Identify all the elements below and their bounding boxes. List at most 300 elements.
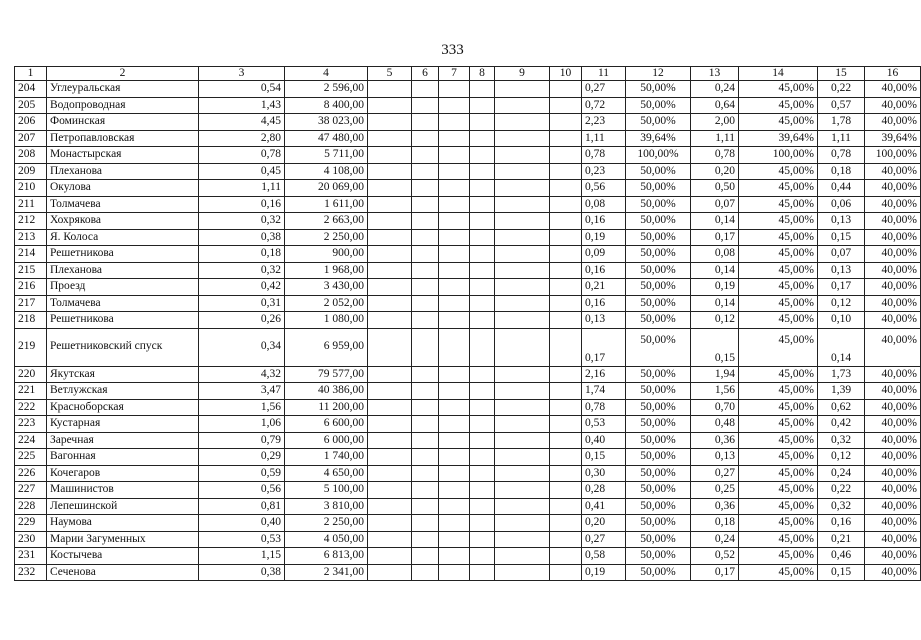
table-cell: 0,15 (818, 229, 865, 246)
table-cell: 0,21 (818, 531, 865, 548)
table-cell (470, 416, 495, 433)
table-row (15, 196, 921, 213)
table-cell: 0,08 (582, 196, 626, 213)
table-cell (495, 498, 550, 515)
table-row (15, 213, 921, 230)
table-cell: 50,00% (626, 449, 691, 466)
column-header: 3 (199, 67, 285, 81)
table-cell (495, 465, 550, 482)
table-cell: 0,13 (818, 213, 865, 230)
table-cell (495, 180, 550, 197)
table-cell: 2,23 (582, 114, 626, 131)
table-cell: 0,15 (691, 328, 739, 366)
table-cell: 40,00% (865, 383, 921, 400)
table-cell: 228 (15, 498, 47, 515)
table-cell (368, 548, 412, 565)
table-cell: 50,00% (626, 515, 691, 532)
table-cell: 0,24 (691, 81, 739, 98)
table-cell (550, 366, 582, 383)
table-cell: 0,13 (691, 449, 739, 466)
table-cell: 45,00% (739, 246, 818, 263)
table-cell: 2 250,00 (285, 229, 368, 246)
table-cell (550, 180, 582, 197)
table-cell (470, 548, 495, 565)
table-row (15, 498, 921, 515)
table-cell: 45,00% (739, 432, 818, 449)
table-cell: 0,19 (582, 564, 626, 581)
table-cell (470, 97, 495, 114)
table-cell: 0,07 (818, 246, 865, 263)
table-cell: 45,00% (739, 114, 818, 131)
table-cell: 45,00% (739, 482, 818, 499)
table-cell (470, 515, 495, 532)
table-cell (550, 515, 582, 532)
table-cell (470, 147, 495, 164)
table-cell: 40,00% (865, 180, 921, 197)
table-cell (550, 498, 582, 515)
table-cell: 0,07 (691, 196, 739, 213)
table-cell (495, 114, 550, 131)
table-cell: 50,00% (626, 180, 691, 197)
table-cell (368, 114, 412, 131)
table-row (15, 97, 921, 114)
table-cell: 39,64% (739, 130, 818, 147)
table-cell (470, 328, 495, 366)
table-cell: Заречная (47, 432, 199, 449)
table-cell (439, 312, 470, 329)
table-cell: 0,12 (691, 312, 739, 329)
table-cell: 45,00% (739, 312, 818, 329)
table-cell: 0,16 (582, 295, 626, 312)
table-cell (470, 246, 495, 263)
table-cell (368, 465, 412, 482)
table-cell (368, 130, 412, 147)
table-cell (439, 147, 470, 164)
table-cell: 4 050,00 (285, 531, 368, 548)
table-cell (368, 531, 412, 548)
table-cell: 0,53 (582, 416, 626, 433)
table-cell (495, 432, 550, 449)
table-cell: 40,00% (865, 366, 921, 383)
table-cell: 0,09 (582, 246, 626, 263)
table-cell: 2 663,00 (285, 213, 368, 230)
table-cell: 40,00% (865, 279, 921, 296)
table-cell (470, 564, 495, 581)
table-cell (412, 295, 439, 312)
table-cell: Проезд (47, 279, 199, 296)
table-cell: 4 108,00 (285, 163, 368, 180)
table-cell (368, 498, 412, 515)
table-cell: 0,62 (818, 399, 865, 416)
table-cell: 205 (15, 97, 47, 114)
table-cell: 0,32 (818, 498, 865, 515)
table-cell (439, 328, 470, 366)
table-cell: 50,00% (626, 531, 691, 548)
table-cell: 45,00% (739, 229, 818, 246)
table-cell: 0,28 (582, 482, 626, 499)
table-cell (368, 432, 412, 449)
column-header: 7 (439, 67, 470, 81)
table-cell: Решетникова (47, 312, 199, 329)
table-cell (368, 482, 412, 499)
table-cell: 40,00% (865, 196, 921, 213)
table-cell: 45,00% (739, 531, 818, 548)
column-header: 8 (470, 67, 495, 81)
table-cell: 50,00% (626, 416, 691, 433)
table-cell: 0,56 (199, 482, 285, 499)
table-row (15, 531, 921, 548)
table-cell: 232 (15, 564, 47, 581)
table-cell: 6 600,00 (285, 416, 368, 433)
table-cell: 1 968,00 (285, 262, 368, 279)
table-cell: 0,72 (582, 97, 626, 114)
table-cell: 0,58 (582, 548, 626, 565)
table-cell (368, 449, 412, 466)
table-cell: 45,00% (739, 163, 818, 180)
table-cell: 40,00% (865, 229, 921, 246)
table-cell (470, 295, 495, 312)
table-cell: 6 813,00 (285, 548, 368, 565)
table-cell: Костычева (47, 548, 199, 565)
table-cell: Решетникова (47, 246, 199, 263)
table-cell: 50,00% (626, 328, 691, 366)
table-cell (550, 196, 582, 213)
table-cell: 223 (15, 416, 47, 433)
table-cell: 50,00% (626, 548, 691, 565)
table-cell: 45,00% (739, 262, 818, 279)
table-row (15, 130, 921, 147)
table-cell (439, 548, 470, 565)
table-row (15, 163, 921, 180)
table-cell (495, 213, 550, 230)
table-cell: 0,78 (582, 399, 626, 416)
table-cell (439, 97, 470, 114)
table-row (15, 312, 921, 329)
table-cell: 45,00% (739, 328, 818, 366)
table-cell: 0,54 (199, 81, 285, 98)
table-cell: 0,20 (582, 515, 626, 532)
table-cell: 216 (15, 279, 47, 296)
table-cell: 0,27 (582, 531, 626, 548)
table-cell (550, 465, 582, 482)
table-cell (439, 229, 470, 246)
table-cell: 50,00% (626, 432, 691, 449)
table-cell: 2 596,00 (285, 81, 368, 98)
table-cell: 220 (15, 366, 47, 383)
table-cell: 45,00% (739, 180, 818, 197)
table-cell: Кустарная (47, 416, 199, 433)
column-header: 6 (412, 67, 439, 81)
table-cell: 0,15 (582, 449, 626, 466)
table-row (15, 229, 921, 246)
table-cell: 40,00% (865, 97, 921, 114)
table-cell: 45,00% (739, 515, 818, 532)
table-cell: 50,00% (626, 366, 691, 383)
table-cell: 0,16 (582, 213, 626, 230)
table-cell: Кочегаров (47, 465, 199, 482)
table-cell (439, 295, 470, 312)
table-cell: 40,00% (865, 81, 921, 98)
table-cell: 0,79 (199, 432, 285, 449)
table-cell: Углеуральская (47, 81, 199, 98)
table-cell: 225 (15, 449, 47, 466)
table-cell: 0,30 (582, 465, 626, 482)
table-cell (439, 465, 470, 482)
column-header: 15 (818, 67, 865, 81)
table-cell (439, 432, 470, 449)
table-cell (439, 213, 470, 230)
table-cell: 50,00% (626, 399, 691, 416)
table-cell: Плеханова (47, 262, 199, 279)
table-cell: 2 341,00 (285, 564, 368, 581)
table-cell (368, 279, 412, 296)
column-header: 2 (47, 67, 199, 81)
table-cell: 0,20 (691, 163, 739, 180)
table-cell: 45,00% (739, 366, 818, 383)
table-cell: 50,00% (626, 279, 691, 296)
table-cell: 0,32 (818, 432, 865, 449)
table-cell: 40,00% (865, 246, 921, 263)
table-cell (412, 81, 439, 98)
table-cell: 0,64 (691, 97, 739, 114)
table-cell: 0,21 (582, 279, 626, 296)
table-cell (439, 416, 470, 433)
table-cell: 50,00% (626, 564, 691, 581)
table-cell (550, 383, 582, 400)
table-cell: 50,00% (626, 213, 691, 230)
table-cell (412, 515, 439, 532)
table-cell: 47 480,00 (285, 130, 368, 147)
table-cell: 0,50 (691, 180, 739, 197)
header-row (15, 67, 921, 81)
table-cell: 0,16 (818, 515, 865, 532)
table-cell (412, 196, 439, 213)
table-cell: 45,00% (739, 97, 818, 114)
table-cell: 0,36 (691, 498, 739, 515)
table-cell: 0,08 (691, 246, 739, 263)
table-cell (495, 383, 550, 400)
table-cell: 0,36 (691, 432, 739, 449)
table-cell: Монастырская (47, 147, 199, 164)
table-cell: 215 (15, 262, 47, 279)
table-cell: 0,14 (691, 262, 739, 279)
table-cell (412, 328, 439, 366)
table-cell: 214 (15, 246, 47, 263)
table-cell: 50,00% (626, 465, 691, 482)
table-cell: 0,38 (199, 229, 285, 246)
table-cell (495, 399, 550, 416)
table-cell: 45,00% (739, 416, 818, 433)
table-cell: Якутская (47, 366, 199, 383)
table-cell: 2 052,00 (285, 295, 368, 312)
table-cell: 0,23 (582, 163, 626, 180)
table-cell: 204 (15, 81, 47, 98)
table-cell (368, 81, 412, 98)
table-cell (368, 295, 412, 312)
table-cell (368, 213, 412, 230)
table-cell: 1,11 (691, 130, 739, 147)
column-header: 16 (865, 67, 921, 81)
data-table (14, 66, 921, 581)
table-cell: 40,00% (865, 213, 921, 230)
table-cell: 0,32 (199, 213, 285, 230)
table-cell: 50,00% (626, 246, 691, 263)
column-header: 4 (285, 67, 368, 81)
table-cell: 0,78 (582, 147, 626, 164)
table-cell: 0,45 (199, 163, 285, 180)
table-row (15, 366, 921, 383)
table-cell (412, 498, 439, 515)
table-cell (412, 312, 439, 329)
table-cell: 0,29 (199, 449, 285, 466)
table-cell: 0,17 (691, 229, 739, 246)
table-cell (439, 196, 470, 213)
table-cell: 38 023,00 (285, 114, 368, 131)
table-cell (439, 279, 470, 296)
table-cell (495, 229, 550, 246)
table-cell (412, 262, 439, 279)
column-header: 9 (495, 67, 550, 81)
table-cell: Плеханова (47, 163, 199, 180)
table-cell (412, 114, 439, 131)
table-cell (550, 262, 582, 279)
table-cell: 11 200,00 (285, 399, 368, 416)
table-cell: 0,40 (199, 515, 285, 532)
table-cell (412, 416, 439, 433)
table-row (15, 399, 921, 416)
table-cell: 0,56 (582, 180, 626, 197)
table-cell (368, 147, 412, 164)
table-cell: 45,00% (739, 465, 818, 482)
table-cell: 0,14 (691, 295, 739, 312)
table-cell: 0,70 (691, 399, 739, 416)
table-cell (368, 312, 412, 329)
table-cell (439, 564, 470, 581)
table-cell: 45,00% (739, 383, 818, 400)
table-cell (470, 114, 495, 131)
table-cell (470, 531, 495, 548)
table-cell: 50,00% (626, 196, 691, 213)
table-cell: 50,00% (626, 482, 691, 499)
table-cell: 1,94 (691, 366, 739, 383)
table-cell: 4,32 (199, 366, 285, 383)
table-cell (439, 399, 470, 416)
table-cell: 224 (15, 432, 47, 449)
table-cell (550, 229, 582, 246)
table-cell: 4,45 (199, 114, 285, 131)
table-cell: 45,00% (739, 81, 818, 98)
table-cell: 0,48 (691, 416, 739, 433)
table-cell (470, 498, 495, 515)
table-cell: Ветлужская (47, 383, 199, 400)
table-cell: 1,06 (199, 416, 285, 433)
table-cell: 0,27 (582, 81, 626, 98)
table-cell: 1,56 (691, 383, 739, 400)
table-cell (550, 130, 582, 147)
table-row (15, 449, 921, 466)
table-cell: 0,13 (582, 312, 626, 329)
table-cell (470, 262, 495, 279)
table-row (15, 482, 921, 499)
table-row (15, 416, 921, 433)
table-cell: Петропавловская (47, 130, 199, 147)
table-cell (412, 383, 439, 400)
table-cell (412, 279, 439, 296)
table-cell (412, 465, 439, 482)
table-cell: 40,00% (865, 416, 921, 433)
table-row (15, 81, 921, 98)
table-cell: 6 959,00 (285, 328, 368, 366)
table-cell: 0,19 (691, 279, 739, 296)
table-cell: 227 (15, 482, 47, 499)
table-cell (550, 97, 582, 114)
table-row (15, 279, 921, 296)
table-cell: 5 711,00 (285, 147, 368, 164)
table-cell: Марии Загуменных (47, 531, 199, 548)
table-cell (495, 295, 550, 312)
table-cell: 221 (15, 383, 47, 400)
table-cell (470, 279, 495, 296)
table-cell (368, 383, 412, 400)
table-cell: 1,11 (582, 130, 626, 147)
table-cell: 45,00% (739, 564, 818, 581)
table-cell: Машинистов (47, 482, 199, 499)
table-cell (470, 366, 495, 383)
table-cell: 1,15 (199, 548, 285, 565)
table-cell (368, 97, 412, 114)
table-cell (550, 279, 582, 296)
table-cell: 0,17 (582, 328, 626, 366)
table-cell (550, 312, 582, 329)
table-cell (550, 213, 582, 230)
table-cell (495, 279, 550, 296)
table-cell: 0,10 (818, 312, 865, 329)
table-cell: 0,38 (199, 564, 285, 581)
table-cell: 50,00% (626, 81, 691, 98)
table-cell: 100,00% (739, 147, 818, 164)
table-cell: 211 (15, 196, 47, 213)
table-cell (412, 147, 439, 164)
table-cell: 0,18 (199, 246, 285, 263)
column-header: 14 (739, 67, 818, 81)
table-cell: Наумова (47, 515, 199, 532)
table-row (15, 180, 921, 197)
table-cell (368, 366, 412, 383)
table-cell: 0,16 (582, 262, 626, 279)
table-cell: Красноборская (47, 399, 199, 416)
table-cell (470, 196, 495, 213)
table-cell (412, 97, 439, 114)
page-number: 333 (441, 42, 464, 58)
table-row (15, 246, 921, 263)
table-cell: 226 (15, 465, 47, 482)
table-cell (495, 147, 550, 164)
table-cell (550, 147, 582, 164)
table-cell: 208 (15, 147, 47, 164)
table-cell (412, 531, 439, 548)
column-header: 1 (15, 67, 47, 81)
table-cell: 900,00 (285, 246, 368, 263)
table-cell: 40,00% (865, 564, 921, 581)
table-cell: 0,44 (818, 180, 865, 197)
table-cell: 40,00% (865, 498, 921, 515)
table-cell: 40,00% (865, 312, 921, 329)
table-cell: Решетниковский спуск (47, 328, 199, 366)
table-cell: 45,00% (739, 295, 818, 312)
table-cell: 0,53 (199, 531, 285, 548)
table-cell: 79 577,00 (285, 366, 368, 383)
table-cell (550, 163, 582, 180)
